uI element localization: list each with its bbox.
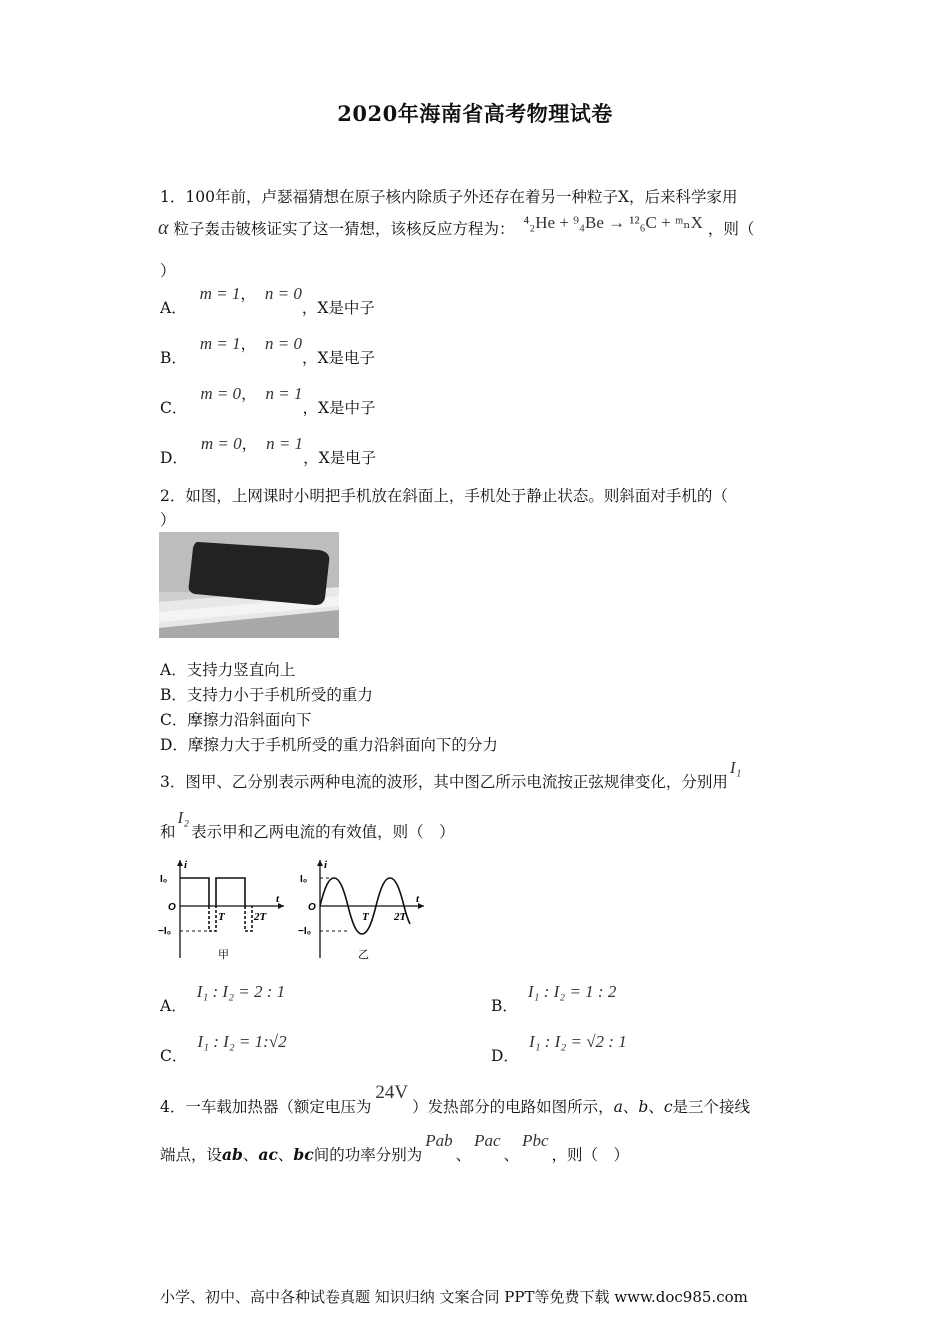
q1-a-n: n = 0 (264, 284, 302, 303)
graph2-t-label: t (416, 893, 420, 905)
q1-option-a: A． m = 1， n = 0，X是中子 (160, 284, 375, 317)
q2-option-d: D．摩擦力大于手机所受的重力沿斜面向下的分力 (160, 736, 498, 754)
graph1-T-label: T (218, 911, 225, 923)
q2-option-b: B．支持力小于手机所受的重力 (160, 686, 373, 704)
q3-option-b: B．I₁ : I₂ = 1 : 2 (491, 982, 617, 1015)
graph1-i-label: i (184, 859, 188, 871)
q4-line1: 4．一车载加热器（额定电压为24V）发热部分的电路如图所示，a、b、c是三个接线 (160, 1082, 751, 1116)
q2-option-c: C．摩擦力沿斜面向下 (160, 711, 312, 729)
nuclear-equation: ⁴₂He + ⁹₄Be → ¹²₆C + ᵐₙX (523, 213, 703, 232)
q2-close: ） (160, 511, 176, 529)
q1-option-d: D． m = 0， n = 1，X是电子 (160, 434, 377, 467)
q1-b-m: m = 1 (199, 334, 241, 353)
p-ac: Pac (474, 1131, 501, 1150)
graph2-T-label: T (362, 911, 369, 923)
q3-line1: 3．图甲、乙分别表示两种电流的波形，其中图乙所示电流按正弦规律变化，分别用I₁ (160, 758, 742, 791)
q2-line1: 2．如图，上网课时小明把手机放在斜面上，手机处于静止状态。则斜面对手机的（ (160, 487, 728, 505)
q1-d-n: n = 1 (266, 434, 304, 453)
p-ab: Pab (425, 1131, 453, 1150)
q3-i2: I₂ (177, 808, 190, 827)
alpha-symbol: α (158, 217, 169, 239)
graph2-origin-label: O (308, 902, 316, 913)
sine-wave-graph (298, 858, 428, 968)
graph2-neg-i0-label: −I₀ (298, 926, 312, 937)
graph2-i0-label: I₀ (300, 874, 308, 885)
square-wave-graph (158, 858, 288, 968)
q1-b-n: n = 0 (265, 334, 303, 353)
q1-line1: 1．100年前，卢瑟福猜想在原子核内除质子外还存在着另一种粒子X，后来科学家用 (160, 188, 738, 206)
p-bc: Pbc (522, 1131, 549, 1150)
q4-line2: 端点，设ab、ac、bc间的功率分别为Pab、Pac、Pbc，则（ ） (160, 1131, 630, 1164)
q1-line2-text: 粒子轰击铍核证实了这一猜想，该核反应方程为： (173, 220, 515, 238)
graph2-i-label: i (324, 859, 328, 871)
footer-banner: 小学、初中、高中各种试卷真题 知识归纳 文案合同 PPT等免费下载 www.doc985.com (160, 1288, 748, 1306)
q3-line2: 和I₂表示甲和乙两电流的有效值，则（ ） (160, 808, 455, 841)
q2-option-a: A．支持力竖直向上 (160, 661, 296, 679)
graph1-i0-label: I₀ (160, 874, 168, 885)
q3-option-c: C．I₁ : I₂ = 1:√2 (160, 1032, 287, 1065)
graph1-t-label: t (276, 893, 280, 905)
q1-tail: ，则（ (707, 220, 755, 238)
q1-d-m: m = 0 (200, 434, 242, 453)
page-title: 2020年海南省高考物理试卷 (337, 101, 613, 126)
q3-option-a: A．I₁ : I₂ = 2 : 1 (160, 982, 286, 1015)
graph1-caption: 甲 (218, 948, 229, 961)
q1-c-n: n = 1 (265, 384, 303, 403)
phone-on-incline-photo (159, 532, 339, 638)
rated-voltage: 24V (375, 1082, 409, 1103)
graph1-neg-i0-label: −I₀ (158, 926, 172, 937)
graph1-origin-label: O (168, 902, 176, 913)
q1-option-b: B． m = 1， n = 0，X是电子 (160, 334, 376, 367)
q1-option-c: C． m = 0， n = 1，X是中子 (160, 384, 376, 417)
graph1-2T-label: 2T (254, 911, 267, 923)
q3-i1: I₁ (729, 758, 742, 777)
q1-c-m: m = 0 (200, 384, 242, 403)
q1-a-m: m = 1 (199, 284, 241, 303)
graph2-caption: 乙 (358, 948, 369, 961)
q3-option-d: D．I₁ : I₂ = √2 : 1 (491, 1032, 627, 1065)
q1-close: ） (160, 262, 176, 280)
q1-line2 (158, 213, 755, 239)
graph2-2T-label: 2T (394, 911, 407, 923)
